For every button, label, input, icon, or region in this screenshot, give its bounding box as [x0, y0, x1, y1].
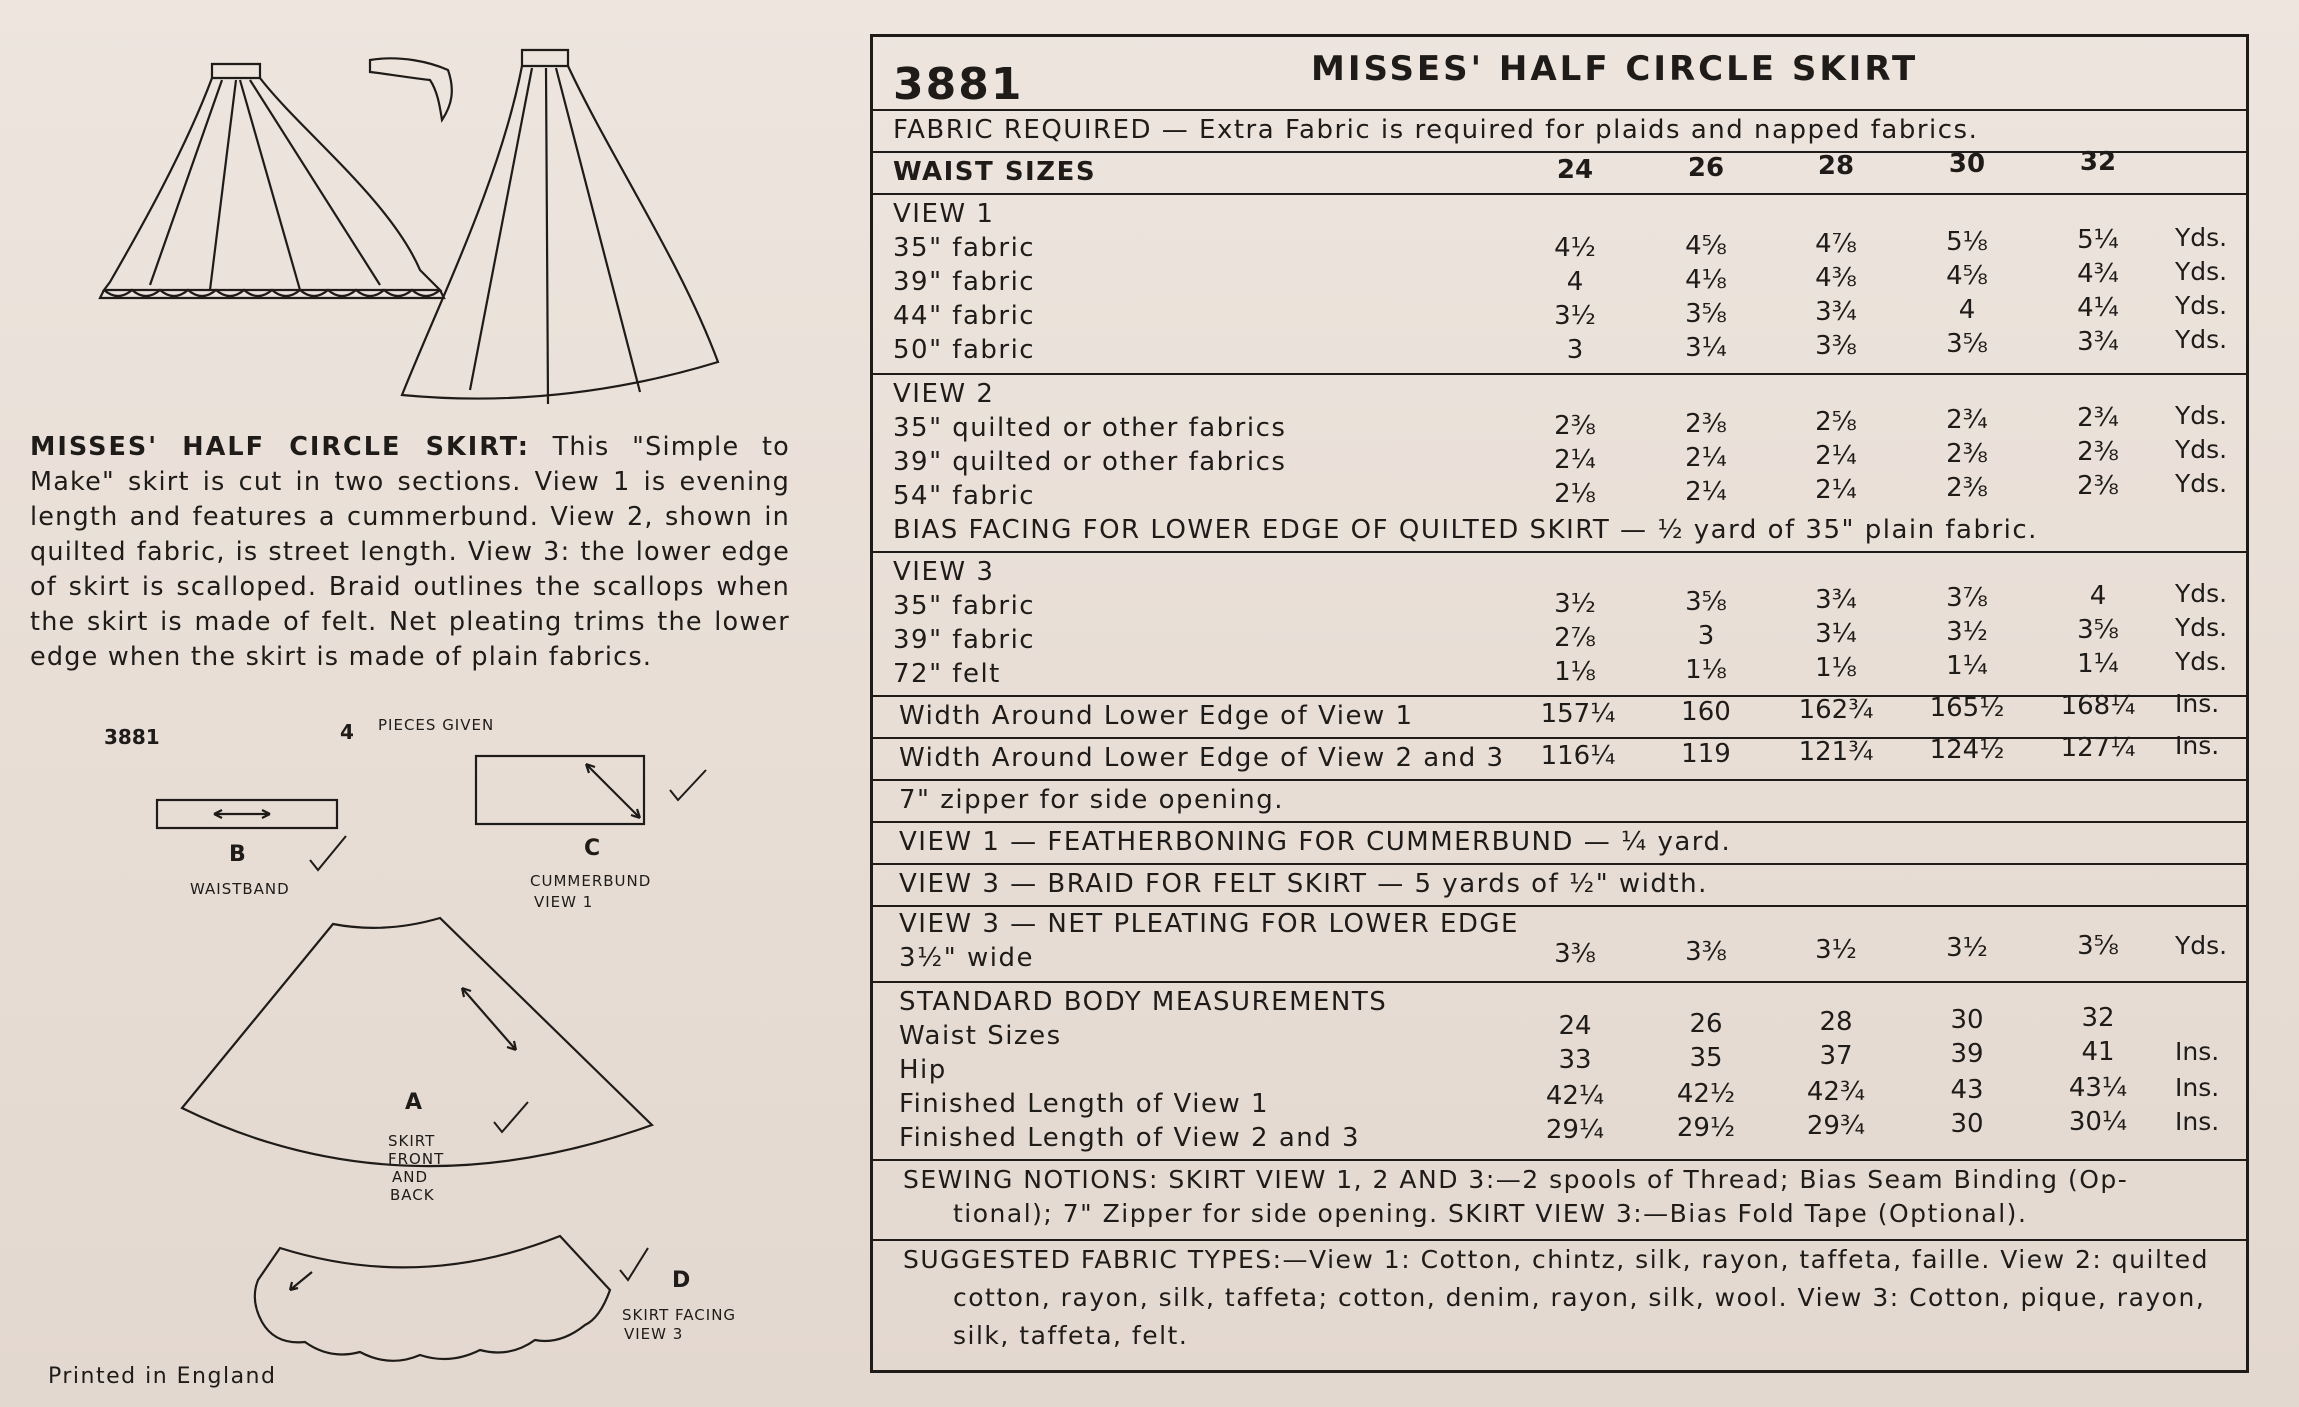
featherboning-note: VIEW 1 — FEATHERBONING FOR CUMMERBUND — ¼ yard.: [899, 827, 1732, 857]
rule: [873, 863, 2246, 865]
width-view23-value: 116¼: [1540, 741, 1616, 771]
pieces-given-label: PIECES GIVEN: [378, 716, 495, 734]
view3-value: 3½: [1554, 589, 1596, 619]
width-view23-value: 124½: [1929, 735, 2005, 765]
view1-value: 3⅝: [1946, 329, 1988, 359]
body-row-label: Finished Length of View 2 and 3: [899, 1123, 1361, 1153]
view1-value: 4⅛: [1685, 265, 1727, 295]
illustration-panel: [0, 0, 860, 1407]
view1-skirt-drawing: [104, 78, 440, 290]
rule: [873, 551, 2246, 553]
unit-label: Ins.: [2175, 731, 2220, 760]
net-pleating-value: 3⅜: [1685, 937, 1727, 967]
net-pleating-value: 3½: [1946, 933, 1988, 963]
view1-value: 4: [1958, 295, 1976, 325]
view2-value: 2¼: [1815, 441, 1857, 471]
view2-label: VIEW 2: [893, 379, 995, 409]
view2-value: 2⅛: [1554, 479, 1596, 509]
width-view23-value: 121¾: [1798, 737, 1874, 767]
rule: [873, 151, 2246, 153]
width-view1-value: 162¾: [1798, 695, 1874, 725]
description-heading: MISSES' HALF CIRCLE SKIRT:: [30, 432, 530, 462]
piece-a-label-4: BACK: [390, 1186, 435, 1204]
view1-row-label: 39" fabric: [893, 267, 1036, 297]
view3-value: 1⅛: [1815, 653, 1857, 683]
piece-c-sublabel: VIEW 1: [534, 893, 594, 911]
rule: [873, 193, 2246, 195]
body-value: 37: [1819, 1041, 1853, 1071]
view2-row-label: 39" quilted or other fabrics: [893, 447, 1287, 477]
width-view1-value: 157¼: [1540, 699, 1616, 729]
rule: [873, 1239, 2246, 1241]
view2-skirt-drawing: [402, 66, 718, 399]
net-pleating-value: 3½: [1815, 935, 1857, 965]
braid-note: VIEW 3 — BRAID FOR FELT SKIRT — 5 yards of ½" width.: [899, 869, 1708, 899]
rule: [873, 373, 2246, 375]
view3-value: 1¼: [1946, 651, 1988, 681]
piece-c-drawing: [476, 756, 644, 824]
view2-value: 2⅜: [1685, 409, 1727, 439]
body-value: 30: [1950, 1109, 1984, 1139]
body-value: 35: [1689, 1043, 1723, 1073]
pattern-number: 3881: [893, 59, 1024, 110]
view1-value: 3: [1566, 335, 1584, 365]
view3-value: 3⅝: [1685, 587, 1727, 617]
view1-value: 3⅜: [1815, 331, 1857, 361]
net-pleating-label: VIEW 3 — NET PLEATING FOR LOWER EDGE: [899, 909, 1519, 939]
view2-row-label: 54" fabric: [893, 481, 1036, 511]
unit-label: Yds.: [2175, 291, 2228, 320]
view3-value: 3¼: [1815, 619, 1857, 649]
size-28: 28: [1817, 151, 1855, 181]
view3-label: VIEW 3: [893, 557, 995, 587]
body-value: 29¼: [1545, 1115, 1605, 1145]
rule: [873, 1159, 2246, 1161]
view1-label: VIEW 1: [893, 199, 995, 229]
sewing-notions-line2: tional); 7" Zipper for side opening. SKIRT VIEW 3:—Bias Fold Tape (Optional).: [953, 1199, 2028, 1228]
view1-value: 3⅝: [1685, 299, 1727, 329]
piece-d-drawing: [255, 1236, 610, 1361]
view1-row-label: 44" fabric: [893, 301, 1036, 331]
unit-label: Yds.: [2175, 325, 2228, 354]
view2-value: 2⅜: [1554, 411, 1596, 441]
view3-value: 2⅞: [1554, 623, 1596, 653]
body-value: 43¼: [2068, 1073, 2128, 1103]
view2-value: 2¼: [1685, 443, 1727, 473]
piece-c-letter: C: [584, 836, 601, 861]
body-value: 32: [2081, 1003, 2115, 1033]
view3-row-label: 39" fabric: [893, 625, 1036, 655]
view2-value: 2⅜: [2077, 471, 2119, 501]
view2-value: 2⅜: [1946, 439, 1988, 469]
width-view23-label: Width Around Lower Edge of View 2 and 3: [899, 743, 1505, 773]
view3-value: 3⅝: [2077, 615, 2119, 645]
body-value: 41: [2081, 1037, 2115, 1067]
view1-value: 4: [1566, 267, 1584, 297]
view3-value: 3½: [1946, 617, 1988, 647]
body-value: 42½: [1676, 1079, 1736, 1109]
bias-facing-note: BIAS FACING FOR LOWER EDGE OF QUILTED SKIRT — ½ yard of 35" plain fabric.: [893, 515, 2038, 545]
net-pleating-value: 3⅜: [1554, 939, 1596, 969]
view1-row-label: 50" fabric: [893, 335, 1036, 365]
piece-d-sublabel: VIEW 3: [624, 1325, 684, 1343]
view3-value: 4: [2089, 581, 2107, 611]
unit-label: Ins.: [2175, 689, 2220, 718]
view1-value: 4⅝: [1946, 261, 1988, 291]
view3-value: 3¾: [1815, 585, 1857, 615]
net-pleating-value: 3⅝: [2077, 931, 2119, 961]
view1-value: 4⅜: [1815, 263, 1857, 293]
width-view23-value: 127¼: [2060, 733, 2136, 763]
width-view1-value: 165½: [1929, 693, 2005, 723]
width-view1-label: Width Around Lower Edge of View 1: [899, 701, 1414, 731]
view3-row-label: 72" felt: [893, 659, 1001, 689]
unit-label: Yds.: [2175, 613, 2228, 642]
body-value: 43: [1950, 1075, 1984, 1105]
piece-a-label-3: AND: [392, 1168, 429, 1186]
unit-label: Yds.: [2175, 579, 2228, 608]
view1-value: 4½: [1554, 233, 1596, 263]
width-view1-value: 168¼: [2060, 691, 2136, 721]
body-row-label: Hip: [899, 1055, 947, 1085]
body-value: 26: [1689, 1009, 1723, 1039]
unit-label: Ins.: [2175, 1037, 2220, 1066]
view1-value: 4⅝: [1685, 231, 1727, 261]
view1-value: 3½: [1554, 301, 1596, 331]
rule: [873, 905, 2246, 907]
piece-a-label-2: FRONT: [388, 1150, 445, 1168]
body-value: 30¼: [2068, 1107, 2128, 1137]
view1-value: 4⅞: [1815, 229, 1857, 259]
body-row-label: Waist Sizes: [899, 1021, 1062, 1051]
fabric-requirements-table: [870, 34, 2249, 1373]
pattern-title: MISSES' HALF CIRCLE SKIRT: [1311, 49, 1919, 89]
view3-value: 1⅛: [1554, 657, 1596, 687]
view1-row-label: 35" fabric: [893, 233, 1036, 263]
size-30: 30: [1948, 149, 1986, 179]
printed-in-label: Printed in England: [48, 1364, 277, 1389]
view2-value: 2⅝: [1815, 407, 1857, 437]
zipper-note: 7" zipper for side opening.: [899, 785, 1284, 815]
view1-waistband-drawing: [212, 64, 260, 78]
view3-value: 3⅞: [1946, 583, 1988, 613]
unit-label: Yds.: [2175, 257, 2228, 286]
view2-value: 2¾: [1946, 405, 1988, 435]
view2-row-label: 35" quilted or other fabrics: [893, 413, 1287, 443]
view3-value: 1¼: [2077, 649, 2119, 679]
view1-value: 4¼: [2077, 293, 2119, 323]
body-value: 24: [1558, 1011, 1592, 1041]
piece-d-letter: D: [672, 1268, 691, 1293]
unit-label: Yds.: [2175, 401, 2228, 430]
view3-value: 1⅛: [1685, 655, 1727, 685]
rule: [873, 109, 2246, 111]
cummerbund-drawing: [370, 58, 452, 120]
rule: [873, 737, 2246, 739]
width-view23-value: 119: [1681, 739, 1731, 769]
width-view1-value: 160: [1681, 697, 1731, 727]
size-24: 24: [1556, 155, 1594, 185]
view1-value: 3¾: [2077, 327, 2119, 357]
body-value: 39: [1950, 1039, 1984, 1069]
rule: [873, 695, 2246, 697]
rule: [873, 981, 2246, 983]
unit-label: Ins.: [2175, 1107, 2220, 1136]
piece-c-label: CUMMERBUND: [530, 872, 652, 890]
waist-sizes-label: WAIST SIZES: [893, 157, 1097, 187]
net-pleating-width: 3½" wide: [899, 943, 1034, 973]
body-value: 30: [1950, 1005, 1984, 1035]
unit-label: Yds.: [2175, 223, 2228, 252]
pieces-count: 4: [340, 720, 354, 744]
piece-d-label: SKIRT FACING: [622, 1306, 737, 1324]
piece-b-label: WAISTBAND: [190, 880, 290, 898]
description-body: This "Simple to Make" skirt is cut in two sections. View 1 is evening length and features a cummerbund. View 2, shown in quilted fabric, is street length. View 3: the lower edge of skirt is scalloped. Braid outlines the scallops when the skirt is made of felt. Net pleating trims the lower edge when the skirt is made of plain fabrics.: [30, 432, 790, 672]
size-26: 26: [1687, 153, 1725, 183]
body-value: 29½: [1676, 1113, 1736, 1143]
piece-a-label-1: SKIRT: [388, 1132, 436, 1150]
body-value: 42¼: [1545, 1081, 1605, 1111]
view3-value: 3: [1697, 621, 1715, 651]
view3-row-label: 35" fabric: [893, 591, 1036, 621]
fabric-types-line3: silk, taffeta, felt.: [953, 1321, 1189, 1350]
view2-value: 2¼: [1815, 475, 1857, 505]
fabric-types-line2: cotton, rayon, silk, taffeta; cotton, denim, rayon, silk, wool. View 3: Cotton, pique, rayon,: [953, 1283, 2206, 1312]
body-measurements-heading: STANDARD BODY MEASUREMENTS: [899, 987, 1388, 1017]
view1-value: 5¼: [2077, 225, 2119, 255]
fabric-types-line1: SUGGESTED FABRIC TYPES:—View 1: Cotton, chintz, silk, rayon, taffeta, faille. View 2: quilted: [903, 1245, 2209, 1274]
view2-waistband-drawing: [522, 50, 568, 66]
view1-value: 4¾: [2077, 259, 2119, 289]
unit-label: Yds.: [2175, 931, 2228, 960]
body-value: 28: [1819, 1007, 1853, 1037]
body-value: 29¾: [1806, 1111, 1866, 1141]
piece-a-drawing: [182, 918, 652, 1166]
description-text: [30, 430, 790, 675]
size-32: 32: [2079, 147, 2117, 177]
view2-value: 2⅜: [1946, 473, 1988, 503]
view2-value: 2⅜: [2077, 437, 2119, 467]
sewing-notions-line1: SEWING NOTIONS: SKIRT VIEW 1, 2 AND 3:—2 spools of Thread; Bias Seam Binding (Op-: [903, 1165, 2129, 1194]
view1-value: 3¼: [1685, 333, 1727, 363]
rule: [873, 779, 2246, 781]
view1-value: 3¾: [1815, 297, 1857, 327]
body-value: 33: [1558, 1045, 1592, 1075]
view2-value: 2¼: [1685, 477, 1727, 507]
piece-b-letter: B: [229, 842, 246, 867]
unit-label: Ins.: [2175, 1073, 2220, 1102]
piece-a-letter: A: [405, 1090, 423, 1115]
unit-label: Yds.: [2175, 647, 2228, 676]
fabric-required-note: FABRIC REQUIRED — Extra Fabric is required for plaids and napped fabrics.: [893, 115, 1979, 145]
unit-label: Yds.: [2175, 469, 2228, 498]
view1-value: 5⅛: [1946, 227, 1988, 257]
view2-value: 2¾: [2077, 403, 2119, 433]
body-value: 42¾: [1806, 1077, 1866, 1107]
body-row-label: Finished Length of View 1: [899, 1089, 1270, 1119]
rule: [873, 821, 2246, 823]
view2-value: 2¼: [1554, 445, 1596, 475]
pieces-pattern-number: 3881: [104, 725, 160, 749]
unit-label: Yds.: [2175, 435, 2228, 464]
